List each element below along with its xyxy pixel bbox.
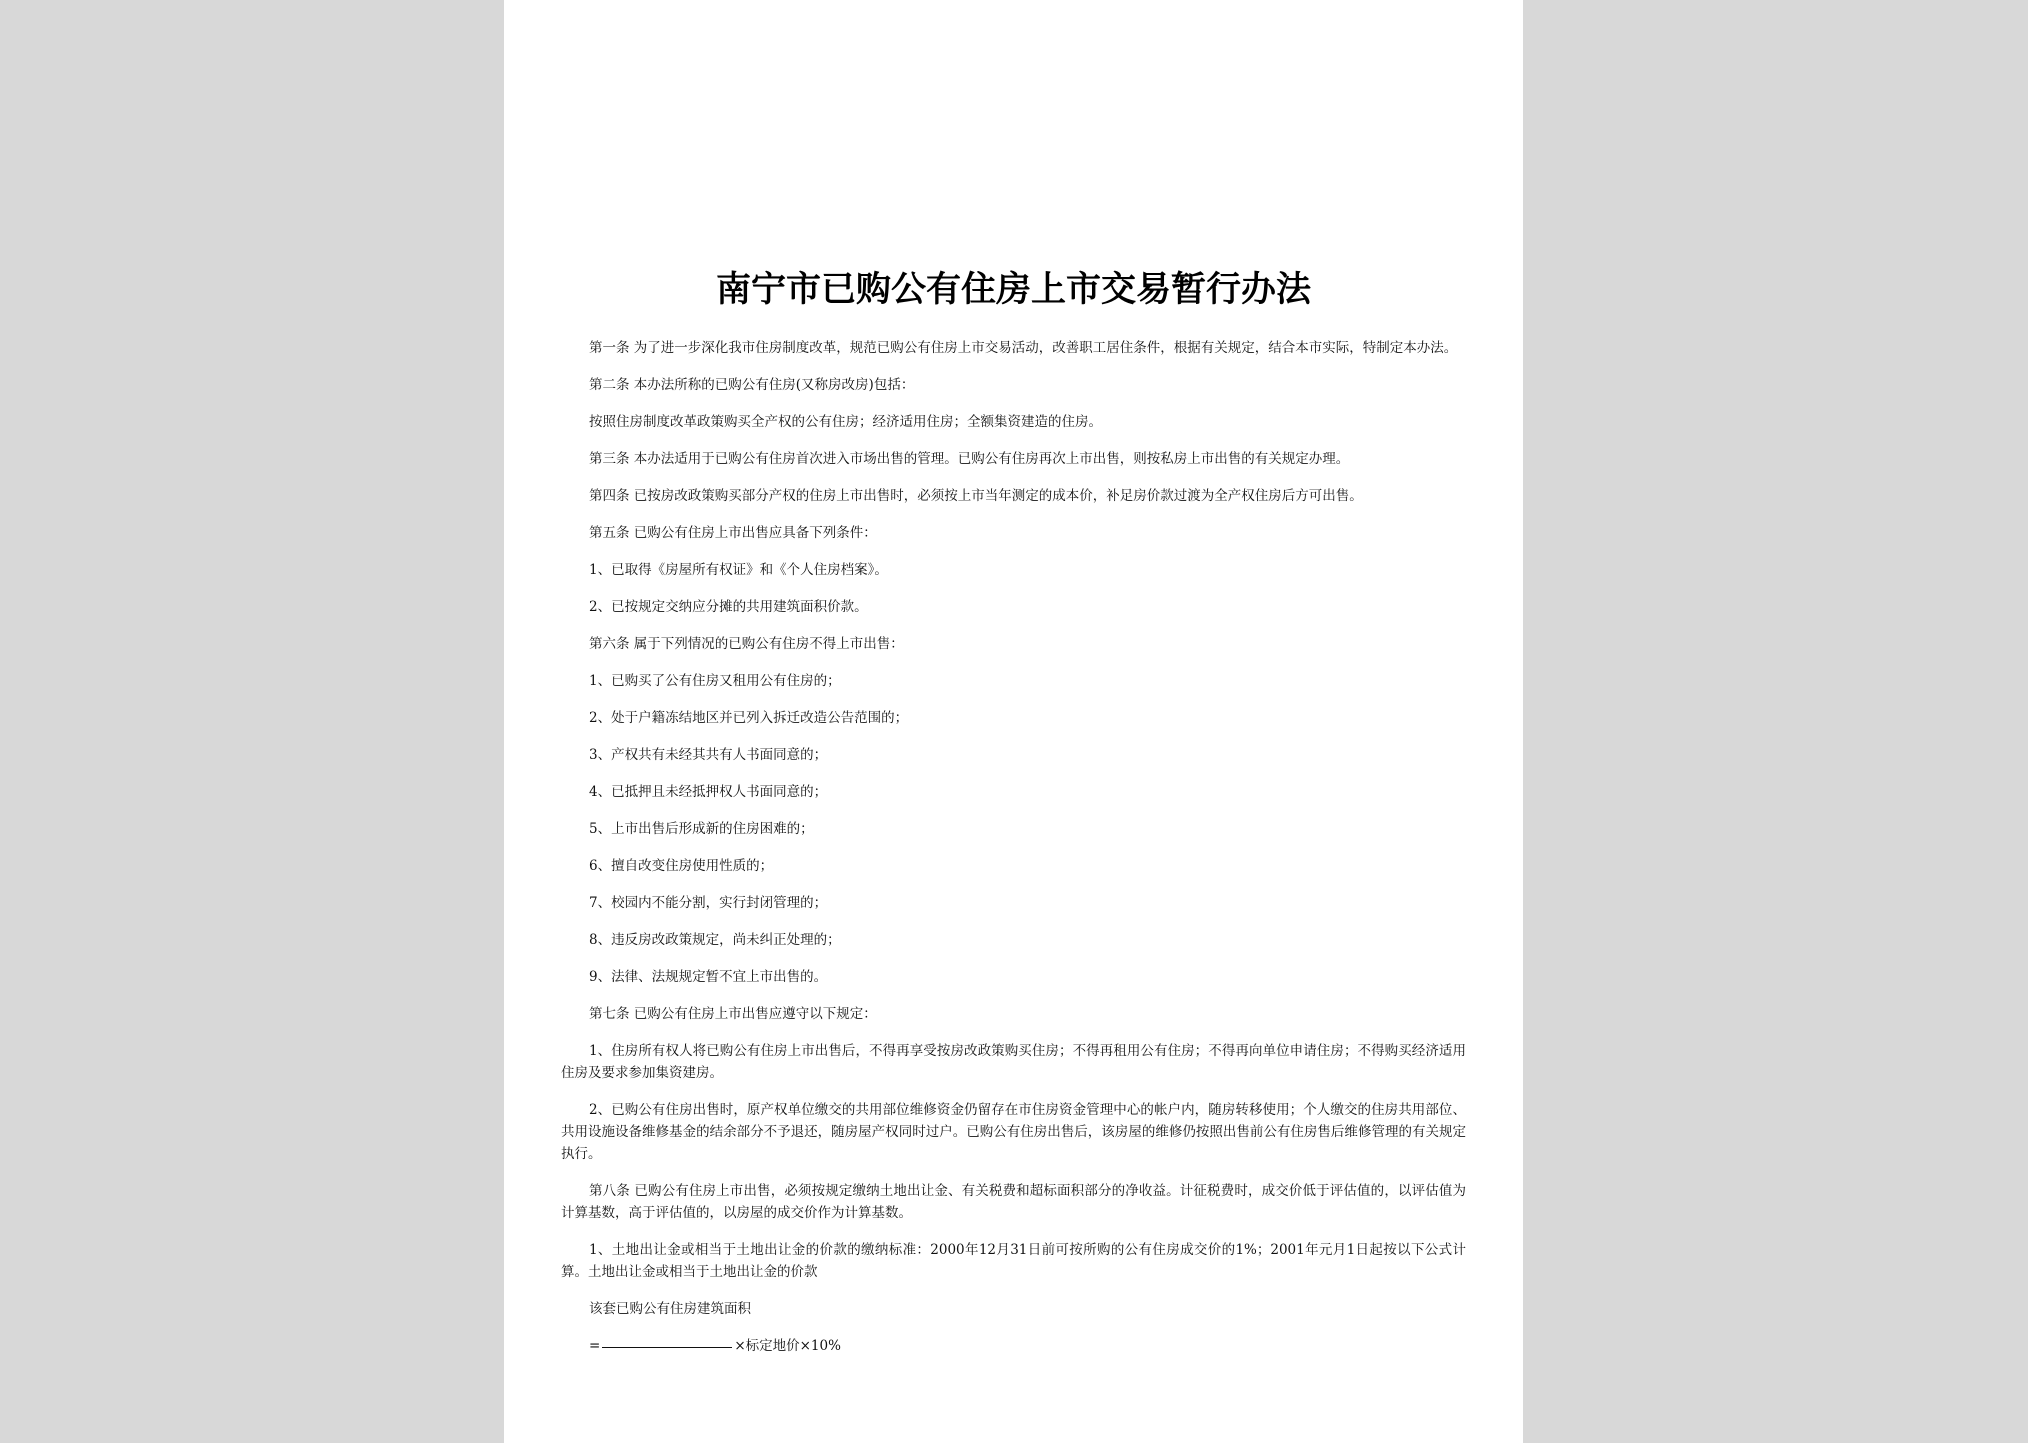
list-item: 1、土地出让金或相当于土地出让金的价款的缴纳标准：2000年12月31日前可按所购的公有住房成交价的1%；2001年元月1日起按以下公式计算。土地出让金或相当于土地出让金的价款	[561, 1242, 1466, 1280]
formula-suffix: ×标定地价×10%	[734, 1338, 841, 1354]
list-item: 6、擅自改变住房使用性质的；	[589, 858, 774, 874]
list-item: 1、已取得《房屋所有权证》和《个人住房档案》。	[589, 562, 888, 578]
list-item: 4、已抵押且未经抵押权人书面同意的；	[589, 784, 828, 800]
list-item: 5、上市出售后形成新的住房困难的；	[589, 821, 814, 837]
list-item: 9、法律、法规规定暂不宜上市出售的。	[589, 969, 828, 985]
paragraph-article-4: 第四条 已按房改政策购买部分产权的住房上市出售时，必须按上市当年测定的成本价，补足房价款过渡为全产权住房后方可出售。	[589, 488, 1363, 504]
fraction-line	[602, 1347, 732, 1348]
list-item: 8、违反房改政策规定，尚未纠正处理的；	[589, 932, 841, 948]
document-page	[504, 0, 1523, 1443]
list-item: 2、处于户籍冻结地区并已列入拆迁改造公告范围的；	[589, 710, 909, 726]
formula-numerator: 该套已购公有住房建筑面积	[589, 1301, 751, 1317]
paragraph-article-1: 第一条 为了进一步深化我市住房制度改革，规范已购公有住房上市交易活动，改善职工居住条件，根据有关规定，结合本市实际，特制定本办法。	[589, 340, 1458, 356]
list-item: 7、校园内不能分割，实行封闭管理的；	[589, 895, 828, 911]
list-item: 2、已按规定交纳应分摊的共用建筑面积价款。	[589, 599, 868, 615]
formula	[561, 1335, 1466, 1357]
paragraph-article-6: 第六条 属于下列情况的已购公有住房不得上市出售：	[589, 636, 904, 652]
list-item: 2、已购公有住房出售时，原产权单位缴交的共用部位维修资金仍留存在市住房资金管理中心的帐户内，随房转移使用；个人缴交的住房共用部位、共用设施设备维修基金的结余部分不予退还，随房屋产权同时过户。已购公有住房出售后，该房屋的维修仍按照出售前公有住房售后维修管理的有关规定执行。	[561, 1102, 1466, 1162]
paragraph-article-8: 第八条 已购公有住房上市出售，必须按规定缴纳土地出让金、有关税费和超标面积部分的净收益。计征税费时，成交价低于评估值的，以评估值为计算基数，高于评估值的，以房屋的成交价作为计算基数。	[561, 1183, 1466, 1221]
paragraph-article-3: 第三条 本办法适用于已购公有住房首次进入市场出售的管理。已购公有住房再次上市出售，则按私房上市出售的有关规定办理。	[589, 451, 1350, 467]
list-item: 1、住房所有权人将已购公有住房上市出售后，不得再享受按房改政策购买住房；不得再租用公有住房；不得再向单位申请住房；不得购买经济适用住房及要求参加集资建房。	[561, 1043, 1466, 1081]
list-item: 1、已购买了公有住房又租用公有住房的；	[589, 673, 841, 689]
paragraph-article-2: 第二条 本办法所称的已购公有住房(又称房改房)包括：	[589, 377, 915, 393]
formula-prefix: =	[589, 1338, 601, 1354]
list-item: 3、产权共有未经其共有人书面同意的；	[589, 747, 828, 763]
paragraph-article-2-detail: 按照住房制度改革政策购买全产权的公有住房；经济适用住房；全额集资建造的住房。	[589, 414, 1102, 430]
paragraph-article-7: 第七条 已购公有住房上市出售应遵守以下规定：	[589, 1006, 877, 1022]
paragraph-article-5: 第五条 已购公有住房上市出售应具备下列条件：	[589, 525, 877, 541]
document-title: 南宁市已购公有住房上市交易暂行办法	[715, 270, 1311, 310]
document-body	[561, 337, 1466, 1357]
